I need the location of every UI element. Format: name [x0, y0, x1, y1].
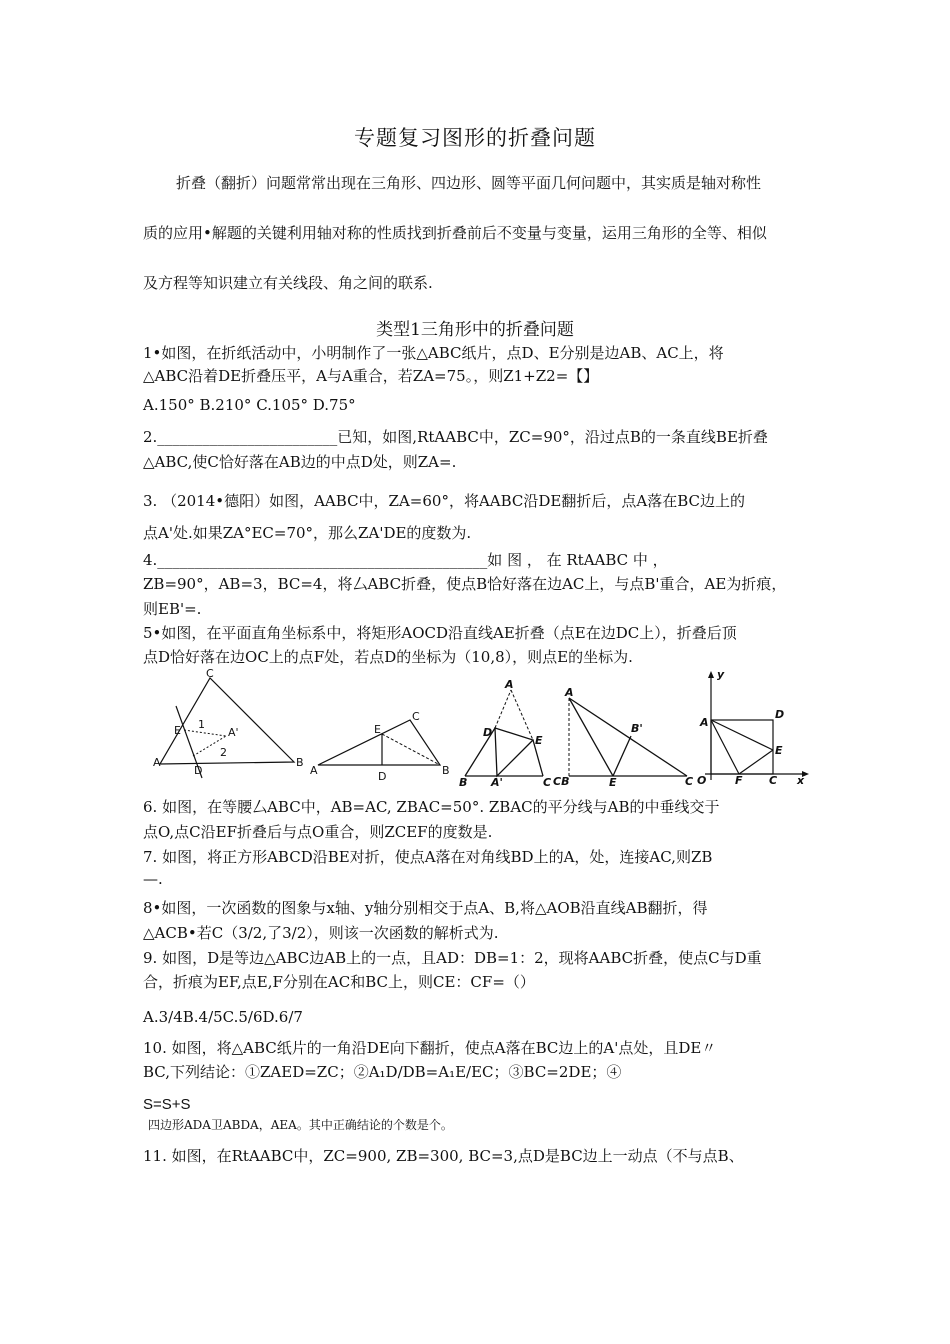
intro-line-1: 折叠（翻折）问题常常出现在三角形、四边形、圆等平面几何问题中，其实质是轴对称性	[176, 174, 762, 192]
fig3-label: B	[459, 776, 468, 786]
fig1-label: A	[153, 756, 161, 769]
fig5-label: F	[735, 774, 743, 786]
problem-line: 2.________________________已知，如图,RtAABC中，ZC=90°，沿过点B的一条直线BE折叠	[143, 428, 768, 446]
fig3-label: C	[543, 776, 552, 786]
figure-5-coordinate	[693, 668, 811, 786]
intro-line-2: 质的应用•解题的关键利用轴对称的性质找到折叠前后不变量与变量，运用三角形的全等、相似	[143, 224, 767, 242]
problem-line: 点O,点C沿EF折叠后与点O重合，则ZCEF的度数是.	[143, 823, 493, 841]
problem-line: ZB=90°，AB=3，BC=4，将厶ABC折叠，使点B恰好落在边AC上，与点B'重合，AE为折痕，	[143, 575, 787, 593]
fig2-label: B	[442, 764, 450, 777]
problem-line: 10. 如图，将△ABC纸片的一角沿DE向下翻折，使点A落在BC边上的A'点处，且DE〃	[143, 1039, 717, 1057]
fig4-label: A	[565, 686, 574, 699]
fig2-label: E	[374, 723, 381, 736]
fig3-label: A'	[491, 776, 503, 786]
problem-line: 8•如图，一次函数的图象与x轴、y轴分别相交于点A、B,将△AOB沿直线AB翻折，得	[143, 899, 708, 917]
problem-line: △ABC,使C恰好落在AB边的中点D处，则ZA=.	[143, 453, 457, 471]
fig3-label: D	[483, 726, 493, 739]
page-title: 专题复习图形的折叠问题	[354, 126, 596, 150]
figure-1-triangle	[148, 668, 308, 780]
problem-line: 点A'处.如果ZA°EC=70°，那么ZA'DE的度数为.	[143, 524, 472, 542]
fig5-label: A	[700, 716, 709, 729]
problem-line: 四边形ADA卫ABDA，AEA。其中正确结论的个数是个。	[148, 1118, 453, 1132]
fig5-label: C	[769, 774, 778, 786]
problem-line: 5•如图，在平面直角坐标系中，将矩形AOCD沿直线AE折叠（点E在边DC上），折叠后顶	[143, 624, 737, 642]
problem-line: S=S+S	[143, 1096, 191, 1113]
figure-4-triangle	[553, 668, 693, 786]
problem-line: 4.____________________________________________如 图 ， 在 RtAABC 中 ，	[143, 551, 668, 569]
problem-line: 6. 如图，在等腰厶ABC中，AB=AC, ZBAC=50°. ZBAC的平分线与AB的中垂线交于	[143, 798, 720, 816]
problem-line: 则EB'=.	[143, 600, 202, 618]
fig1-label: E	[174, 724, 181, 737]
problem-line: △ABC沿着DE折叠压平，A与A重合，若ZA=75。，则Z1+Z2=【】	[143, 367, 599, 385]
problem-line: 9. 如图，D是等边△ABC边AB上的一点，且AD：DB=1：2，现将AABC折叠，使点C与D重	[143, 949, 762, 967]
problem-line: BC,下列结论：①ZAED=ZC；②A₁D/DB=A₁E/EC；③BC=2DE；④	[143, 1063, 622, 1081]
problem-line: A.3/4B.4/5C.5/6D.6/7	[143, 1008, 303, 1026]
fig5-label: x	[797, 774, 805, 786]
problem-line: 1•如图，在折纸活动中，小明制作了一张△ABC纸片，点D、E分别是边AB、AC上，将	[143, 344, 724, 362]
section-heading: 类型1三角形中的折叠问题	[376, 320, 574, 340]
problem-line: 3. （2014•德阳）如图，AABC中，ZA=60°，将AABC沿DE翻折后，点A落在BC边上的	[143, 492, 745, 510]
fig5-label: E	[775, 744, 783, 757]
fig1-label: D	[194, 764, 203, 777]
fig5-label: D	[775, 708, 785, 721]
fig3-label: E	[535, 734, 543, 747]
figure-2-triangle	[308, 668, 453, 780]
fig4-label: CB	[553, 775, 570, 786]
figures-row	[143, 668, 813, 793]
fig1-label: B	[296, 756, 304, 769]
fig2-label: D	[378, 770, 387, 780]
figure-3-triangle	[455, 668, 565, 786]
fig2-label: A	[310, 764, 318, 777]
fig5-label: y	[717, 668, 725, 681]
fig4-label: C	[685, 775, 693, 786]
intro-line-3: 及方程等知识建立有关线段、角之间的联系.	[143, 274, 433, 292]
fig3-label: A	[505, 678, 514, 691]
fig2-label: C	[412, 710, 420, 723]
problem-line: △ACB•若C（3/2,了3/2），则该一次函数的解析式为.	[143, 924, 499, 942]
problem-line: 11. 如图，在RtAABC中，ZC=900, ZB=300, BC=3,点D是BC边上一动点（不与点B、	[143, 1147, 744, 1165]
problem-line: 合，折痕为EF,点E,F分别在AC和BC上，则CE：CF=（）	[143, 973, 535, 991]
problem-line: —.	[143, 870, 163, 888]
problem-line: 点D恰好落在边OC上的点F处，若点D的坐标为（10,8），则点E的坐标为.	[143, 648, 633, 666]
problem-line: 7. 如图，将正方形ABCD沿BE对折，使点A落在对角线BD上的A，处，连接AC,则ZB	[143, 848, 713, 866]
fig1-label: A'	[228, 726, 239, 739]
fig1-label: C	[206, 668, 214, 680]
fig5-label: O	[697, 774, 707, 786]
fig4-label: E	[609, 776, 617, 786]
fig1-label: 2	[220, 746, 227, 759]
problem-line: A.150° B.210° C.105° D.75°	[143, 396, 356, 414]
fig4-label: B'	[631, 722, 643, 735]
fig1-label: 1	[198, 718, 205, 731]
